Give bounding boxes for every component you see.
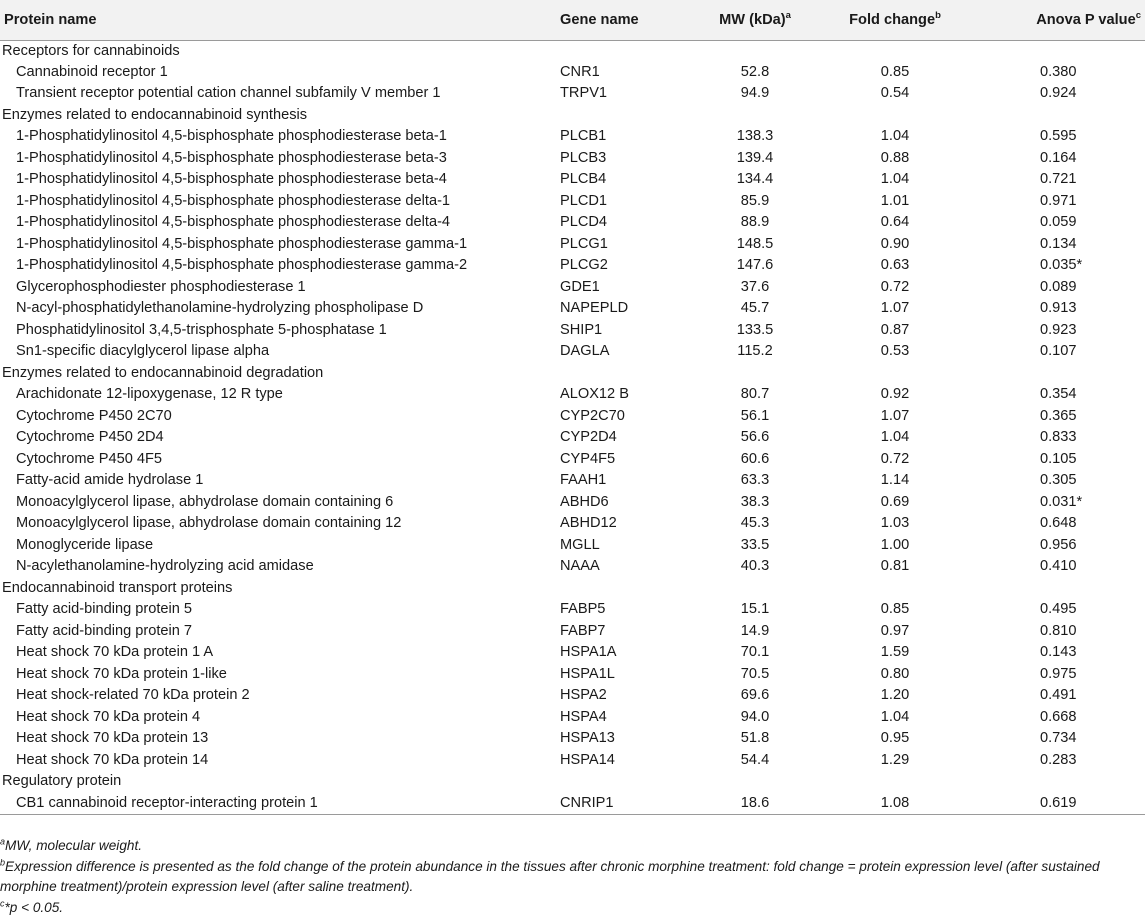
table-row <box>0 148 1145 170</box>
protein-name-cell: 1-Phosphatidylinositol 4,5-bisphosphate phosphodiesterase gamma-2 <box>0 255 560 277</box>
gene-name-cell: CYP4F5 <box>560 449 690 471</box>
table-row <box>0 470 1145 492</box>
gene-name-cell: HSPA1L <box>560 664 690 686</box>
protein-name-cell: Monoglyceride lipase <box>0 535 560 557</box>
protein-name-cell: 1-Phosphatidylinositol 4,5-bisphosphate phosphodiesterase beta-4 <box>0 169 560 191</box>
gene-name-cell: PLCG1 <box>560 234 690 256</box>
fold-change-cell: 0.81 <box>820 556 970 578</box>
mw-cell: 69.6 <box>690 685 820 707</box>
gene-name-cell: PLCD4 <box>560 212 690 234</box>
fold-change-cell: 0.85 <box>820 62 970 84</box>
protein-name-cell: Monoacylglycerol lipase, abhydrolase domain containing 12 <box>0 513 560 535</box>
gene-name-cell: HSPA14 <box>560 750 690 772</box>
gene-name-cell: ABHD12 <box>560 513 690 535</box>
protein-name-cell: Sn1-specific diacylglycerol lipase alpha <box>0 341 560 363</box>
gene-name-cell: DAGLA <box>560 341 690 363</box>
protein-name-cell: CB1 cannabinoid receptor-interacting protein 1 <box>0 793 560 815</box>
header-protein-name: Protein name <box>0 0 560 40</box>
mw-cell: 94.9 <box>690 83 820 105</box>
gene-name-cell: PLCB1 <box>560 126 690 148</box>
mw-cell: 56.1 <box>690 406 820 428</box>
gene-name-cell: NAPEPLD <box>560 298 690 320</box>
table-row <box>0 449 1145 471</box>
mw-cell: 54.4 <box>690 750 820 772</box>
mw-cell: 18.6 <box>690 793 820 815</box>
fold-change-cell: 1.59 <box>820 642 970 664</box>
header-gene-name: Gene name <box>560 0 690 40</box>
header-row <box>0 0 1145 40</box>
p-value-cell: 0.721 <box>970 169 1145 191</box>
header-p-footnote-marker: c <box>1136 10 1141 21</box>
mw-cell: 70.1 <box>690 642 820 664</box>
protein-name-cell: N-acylethanolamine-hydrolyzing acid amidase <box>0 556 560 578</box>
p-value-cell: 0.105 <box>970 449 1145 471</box>
group-title: Endocannabinoid transport proteins <box>0 578 1145 600</box>
mw-cell: 134.4 <box>690 169 820 191</box>
fold-change-cell: 1.04 <box>820 427 970 449</box>
group-title: Receptors for cannabinoids <box>0 40 1145 62</box>
fold-change-cell: 1.00 <box>820 535 970 557</box>
p-value-cell: 0.913 <box>970 298 1145 320</box>
p-value-cell: 0.495 <box>970 599 1145 621</box>
mw-cell: 85.9 <box>690 191 820 213</box>
group-row <box>0 578 1145 600</box>
table-row <box>0 126 1145 148</box>
p-value-cell: 0.107 <box>970 341 1145 363</box>
table-row <box>0 83 1145 105</box>
table-row <box>0 320 1145 342</box>
fold-change-cell: 0.80 <box>820 664 970 686</box>
mw-cell: 56.6 <box>690 427 820 449</box>
table-row <box>0 664 1145 686</box>
gene-name-cell: GDE1 <box>560 277 690 299</box>
fold-change-cell: 0.69 <box>820 492 970 514</box>
p-value-cell: 0.164 <box>970 148 1145 170</box>
fold-change-cell: 1.14 <box>820 470 970 492</box>
protein-name-cell: 1-Phosphatidylinositol 4,5-bisphosphate phosphodiesterase delta-4 <box>0 212 560 234</box>
fold-change-cell: 0.87 <box>820 320 970 342</box>
mw-cell: 138.3 <box>690 126 820 148</box>
gene-name-cell: HSPA13 <box>560 728 690 750</box>
protein-name-cell: 1-Phosphatidylinositol 4,5-bisphosphate phosphodiesterase gamma-1 <box>0 234 560 256</box>
footnotes <box>0 836 1140 918</box>
p-value-cell: 0.059 <box>970 212 1145 234</box>
protein-name-cell: Cytochrome P450 2D4 <box>0 427 560 449</box>
p-value-cell: 0.365 <box>970 406 1145 428</box>
group-row <box>0 771 1145 793</box>
table-row <box>0 255 1145 277</box>
fold-change-cell: 1.29 <box>820 750 970 772</box>
table-row <box>0 234 1145 256</box>
protein-name-cell: Cytochrome P450 4F5 <box>0 449 560 471</box>
group-row <box>0 105 1145 127</box>
mw-cell: 52.8 <box>690 62 820 84</box>
p-value-cell: 0.668 <box>970 707 1145 729</box>
protein-name-cell: Heat shock 70 kDa protein 1 A <box>0 642 560 664</box>
mw-cell: 133.5 <box>690 320 820 342</box>
p-value-cell: 0.734 <box>970 728 1145 750</box>
protein-name-cell: Phosphatidylinositol 3,4,5-trisphosphate 5-phosphatase 1 <box>0 320 560 342</box>
fold-change-cell: 1.01 <box>820 191 970 213</box>
protein-name-cell: Arachidonate 12-lipoxygenase, 12 R type <box>0 384 560 406</box>
protein-name-cell: Transient receptor potential cation channel subfamily V member 1 <box>0 83 560 105</box>
table-row <box>0 599 1145 621</box>
table-row <box>0 621 1145 643</box>
gene-name-cell: FABP5 <box>560 599 690 621</box>
protein-name-cell: Heat shock 70 kDa protein 14 <box>0 750 560 772</box>
table-row <box>0 384 1145 406</box>
mw-cell: 115.2 <box>690 341 820 363</box>
fold-change-cell: 1.07 <box>820 298 970 320</box>
p-value-cell: 0.305 <box>970 470 1145 492</box>
mw-cell: 37.6 <box>690 277 820 299</box>
mw-cell: 38.3 <box>690 492 820 514</box>
protein-name-cell: Fatty acid-binding protein 5 <box>0 599 560 621</box>
table-header <box>0 0 1145 40</box>
gene-name-cell: PLCD1 <box>560 191 690 213</box>
table-row <box>0 685 1145 707</box>
footnote-a: $^a$MW, molecular weight. <box>0 836 1140 857</box>
mw-cell: 45.7 <box>690 298 820 320</box>
gene-name-cell: HSPA1A <box>560 642 690 664</box>
gene-name-cell: SHIP1 <box>560 320 690 342</box>
gene-name-cell: HSPA4 <box>560 707 690 729</box>
fold-change-cell: 0.90 <box>820 234 970 256</box>
group-row <box>0 363 1145 385</box>
table-row <box>0 793 1145 815</box>
mw-cell: 147.6 <box>690 255 820 277</box>
mw-cell: 51.8 <box>690 728 820 750</box>
table-row <box>0 169 1145 191</box>
gene-name-cell: CYP2C70 <box>560 406 690 428</box>
protein-name-cell: Heat shock 70 kDa protein 1-like <box>0 664 560 686</box>
p-value-cell: 0.956 <box>970 535 1145 557</box>
gene-name-cell: MGLL <box>560 535 690 557</box>
header-p-value: Anova P value$^c$ <box>970 0 1145 40</box>
table-row <box>0 298 1145 320</box>
fold-change-cell: 0.54 <box>820 83 970 105</box>
table-row <box>0 277 1145 299</box>
header-fold-change: Fold change$^b$ <box>820 0 970 40</box>
gene-name-cell: PLCB3 <box>560 148 690 170</box>
mw-cell: 94.0 <box>690 707 820 729</box>
gene-name-cell: PLCB4 <box>560 169 690 191</box>
p-value-cell: 0.354 <box>970 384 1145 406</box>
gene-name-cell: TRPV1 <box>560 83 690 105</box>
table-row <box>0 212 1145 234</box>
mw-cell: 15.1 <box>690 599 820 621</box>
p-value-cell: 0.143 <box>970 642 1145 664</box>
p-value-cell: 0.283 <box>970 750 1145 772</box>
protein-name-cell: Cannabinoid receptor 1 <box>0 62 560 84</box>
header-mw: MW (kDa)$^a$ <box>690 0 820 40</box>
fold-change-cell: 0.72 <box>820 277 970 299</box>
header-fold-footnote-marker: b <box>935 10 941 21</box>
footnote-c: $^c$*p < 0.05. <box>0 898 1140 918</box>
gene-name-cell: FAAH1 <box>560 470 690 492</box>
protein-name-cell: Cytochrome P450 2C70 <box>0 406 560 428</box>
mw-cell: 63.3 <box>690 470 820 492</box>
p-value-cell: 0.380 <box>970 62 1145 84</box>
gene-name-cell: CNRIP1 <box>560 793 690 815</box>
mw-cell: 139.4 <box>690 148 820 170</box>
gene-name-cell: HSPA2 <box>560 685 690 707</box>
protein-name-cell: Heat shock 70 kDa protein 4 <box>0 707 560 729</box>
mw-cell: 148.5 <box>690 234 820 256</box>
mw-cell: 14.9 <box>690 621 820 643</box>
p-value-cell: 0.595 <box>970 126 1145 148</box>
p-value-cell: 0.410 <box>970 556 1145 578</box>
group-row <box>0 40 1145 62</box>
mw-cell: 60.6 <box>690 449 820 471</box>
group-title: Enzymes related to endocannabinoid degradation <box>0 363 1145 385</box>
fold-change-cell: 0.95 <box>820 728 970 750</box>
protein-name-cell: Glycerophosphodiester phosphodiesterase 1 <box>0 277 560 299</box>
table-row <box>0 406 1145 428</box>
table-row <box>0 62 1145 84</box>
gene-name-cell: ALOX12 B <box>560 384 690 406</box>
protein-name-cell: Fatty-acid amide hydrolase 1 <box>0 470 560 492</box>
p-value-cell: 0.134 <box>970 234 1145 256</box>
protein-name-cell: Heat shock-related 70 kDa protein 2 <box>0 685 560 707</box>
table-row <box>0 341 1145 363</box>
fold-change-cell: 1.20 <box>820 685 970 707</box>
fold-change-cell: 0.63 <box>820 255 970 277</box>
table-row <box>0 707 1145 729</box>
p-value-cell: 0.924 <box>970 83 1145 105</box>
p-value-cell: 0.619 <box>970 793 1145 815</box>
fold-change-cell: 1.04 <box>820 126 970 148</box>
gene-name-cell: CNR1 <box>560 62 690 84</box>
table-row <box>0 535 1145 557</box>
table-row <box>0 492 1145 514</box>
fold-change-cell: 0.97 <box>820 621 970 643</box>
table-body <box>0 40 1145 814</box>
p-value-cell: 0.031* <box>970 492 1145 514</box>
p-value-cell: 0.035* <box>970 255 1145 277</box>
table-row <box>0 427 1145 449</box>
fold-change-cell: 0.88 <box>820 148 970 170</box>
protein-name-cell: 1-Phosphatidylinositol 4,5-bisphosphate phosphodiesterase beta-1 <box>0 126 560 148</box>
gene-name-cell: CYP2D4 <box>560 427 690 449</box>
gene-name-cell: PLCG2 <box>560 255 690 277</box>
table-row <box>0 191 1145 213</box>
p-value-cell: 0.971 <box>970 191 1145 213</box>
mw-cell: 40.3 <box>690 556 820 578</box>
fold-change-cell: 0.85 <box>820 599 970 621</box>
group-title: Regulatory protein <box>0 771 1145 793</box>
table-row <box>0 642 1145 664</box>
fold-change-cell: 1.04 <box>820 169 970 191</box>
gene-name-cell: ABHD6 <box>560 492 690 514</box>
fold-change-cell: 1.03 <box>820 513 970 535</box>
mw-cell: 88.9 <box>690 212 820 234</box>
fold-change-cell: 1.08 <box>820 793 970 815</box>
protein-name-cell: 1-Phosphatidylinositol 4,5-bisphosphate phosphodiesterase delta-1 <box>0 191 560 213</box>
fold-change-cell: 1.04 <box>820 707 970 729</box>
protein-name-cell: Heat shock 70 kDa protein 13 <box>0 728 560 750</box>
p-value-cell: 0.491 <box>970 685 1145 707</box>
table-row <box>0 556 1145 578</box>
fold-change-cell: 0.92 <box>820 384 970 406</box>
fold-change-cell: 0.64 <box>820 212 970 234</box>
p-value-cell: 0.833 <box>970 427 1145 449</box>
group-title: Enzymes related to endocannabinoid synthesis <box>0 105 1145 127</box>
gene-name-cell: FABP7 <box>560 621 690 643</box>
header-mw-footnote-marker: a <box>786 10 791 21</box>
fold-change-cell: 0.72 <box>820 449 970 471</box>
table-row <box>0 513 1145 535</box>
p-value-cell: 0.089 <box>970 277 1145 299</box>
mw-cell: 70.5 <box>690 664 820 686</box>
p-value-cell: 0.810 <box>970 621 1145 643</box>
p-value-cell: 0.648 <box>970 513 1145 535</box>
fold-change-cell: 1.07 <box>820 406 970 428</box>
p-value-cell: 0.923 <box>970 320 1145 342</box>
fold-change-cell: 0.53 <box>820 341 970 363</box>
protein-name-cell: N-acyl-phosphatidylethanolamine-hydrolyzing phospholipase D <box>0 298 560 320</box>
protein-name-cell: Monoacylglycerol lipase, abhydrolase domain containing 6 <box>0 492 560 514</box>
mw-cell: 33.5 <box>690 535 820 557</box>
protein-name-cell: Fatty acid-binding protein 7 <box>0 621 560 643</box>
gene-name-cell: NAAA <box>560 556 690 578</box>
footnote-b: $^b$Expression difference is presented as the fold change of the protein abundance in the tissues after chronic morphine treatment: fold change = protein expression level (after sustained morphine treatment)/protein expression level (after saline treatment). <box>0 857 1140 898</box>
mw-cell: 45.3 <box>690 513 820 535</box>
p-value-cell: 0.975 <box>970 664 1145 686</box>
table-row <box>0 750 1145 772</box>
mw-cell: 80.7 <box>690 384 820 406</box>
table-row <box>0 728 1145 750</box>
protein-name-cell: 1-Phosphatidylinositol 4,5-bisphosphate phosphodiesterase beta-3 <box>0 148 560 170</box>
